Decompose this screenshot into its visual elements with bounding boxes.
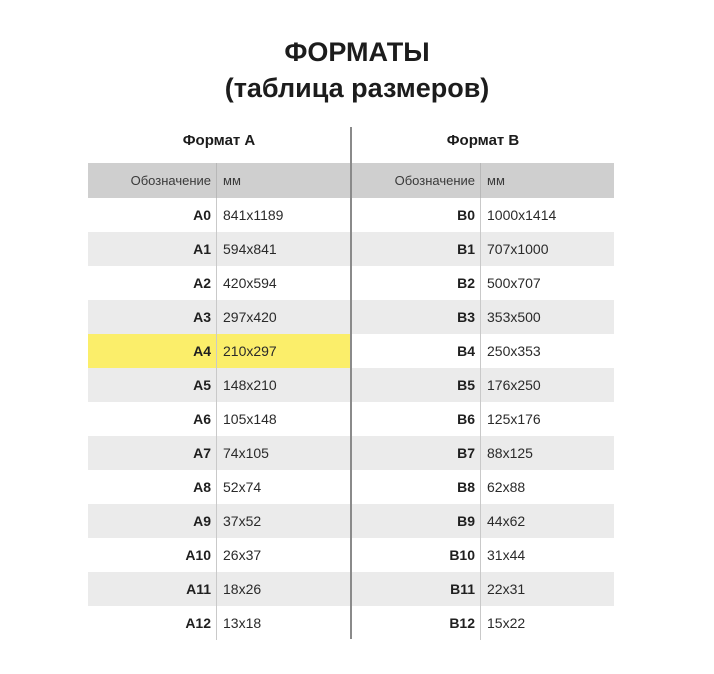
format-code: B0 [352,198,481,232]
table-row [352,436,614,470]
format-code: A2 [88,266,217,300]
format-size: 62x88 [487,479,526,495]
table-row [88,470,350,504]
format-size: 105x148 [223,411,277,427]
table-row [352,606,614,640]
format-code: A11 [88,572,217,606]
format-code: A8 [88,470,217,504]
format-size: 176x250 [487,377,541,393]
format-code: B5 [352,368,481,402]
format-size: 26x37 [223,547,262,563]
table-row [88,198,350,232]
table-row [352,368,614,402]
format-code: B3 [352,300,481,334]
table-row [352,232,614,266]
format-code: B4 [352,334,481,368]
format-size: 210x297 [223,343,277,359]
format-code: B6 [352,402,481,436]
table-row [352,266,614,300]
format-size: 74x105 [223,445,269,461]
format-code: A5 [88,368,217,402]
section-b-title: Формат В [446,132,520,149]
format-size: 353x500 [487,309,541,325]
format-size: 31x44 [487,547,526,563]
format-size: 420x594 [223,275,277,291]
format-size: 22x31 [487,581,526,597]
section-a-title: Формат А [182,132,256,149]
format-size: 500x707 [487,275,541,291]
table-row [352,572,614,606]
format-code: B1 [352,232,481,266]
format-size: 44x62 [487,513,526,529]
format-code: A4 [88,334,217,368]
format-b-table [352,163,614,640]
format-a-table [88,163,350,640]
format-size: 125x176 [487,411,541,427]
format-size: 88x125 [487,445,533,461]
table-row [88,300,350,334]
format-size: 1000x1414 [487,207,557,223]
format-code: B8 [352,470,481,504]
table-row [352,198,614,232]
table-row [88,538,350,572]
format-code: B10 [352,538,481,572]
table-row [352,504,614,538]
format-code: B7 [352,436,481,470]
format-size: 250x353 [487,343,541,359]
format-size: 148x210 [223,377,277,393]
table-header-row [352,163,614,198]
table-row [88,606,350,640]
format-size: 52x74 [223,479,262,495]
format-code: B12 [352,606,481,640]
table-row [88,232,350,266]
format-size: 707x1000 [487,241,549,257]
format-code: A1 [88,232,217,266]
table-row [352,402,614,436]
table-header-row [88,163,350,198]
table-row [88,572,350,606]
format-code: A6 [88,402,217,436]
header-size-cell: мм [223,173,241,188]
format-size: 13x18 [223,615,262,631]
format-size: 37x52 [223,513,262,529]
format-code: A3 [88,300,217,334]
header-code-cell: Обозначение [352,163,481,198]
format-size: 15x22 [487,615,526,631]
table-row [352,538,614,572]
format-code: A9 [88,504,217,538]
table-row [352,300,614,334]
format-code: A12 [88,606,217,640]
table-row [88,504,350,538]
format-code: A7 [88,436,217,470]
table-row-highlighted [88,334,350,368]
format-size: 18x26 [223,581,262,597]
table-row [352,334,614,368]
table-row [88,266,350,300]
format-code: B9 [352,504,481,538]
format-code: A10 [88,538,217,572]
format-code: A0 [88,198,217,232]
header-code-cell: Обозначение [88,163,217,198]
table-row [88,402,350,436]
format-size: 841x1189 [223,207,284,223]
format-code: B11 [352,572,481,606]
header-size-cell: мм [487,173,505,188]
table-row [88,368,350,402]
page-title-line2: (таблица размеров) [224,73,490,103]
table-row [88,436,350,470]
format-code: B2 [352,266,481,300]
page-title-line1: ФОРМАТЫ [284,37,430,67]
table-row [352,470,614,504]
format-size: 594x841 [223,241,277,257]
format-size: 297x420 [223,309,277,325]
page-title [0,34,714,106]
